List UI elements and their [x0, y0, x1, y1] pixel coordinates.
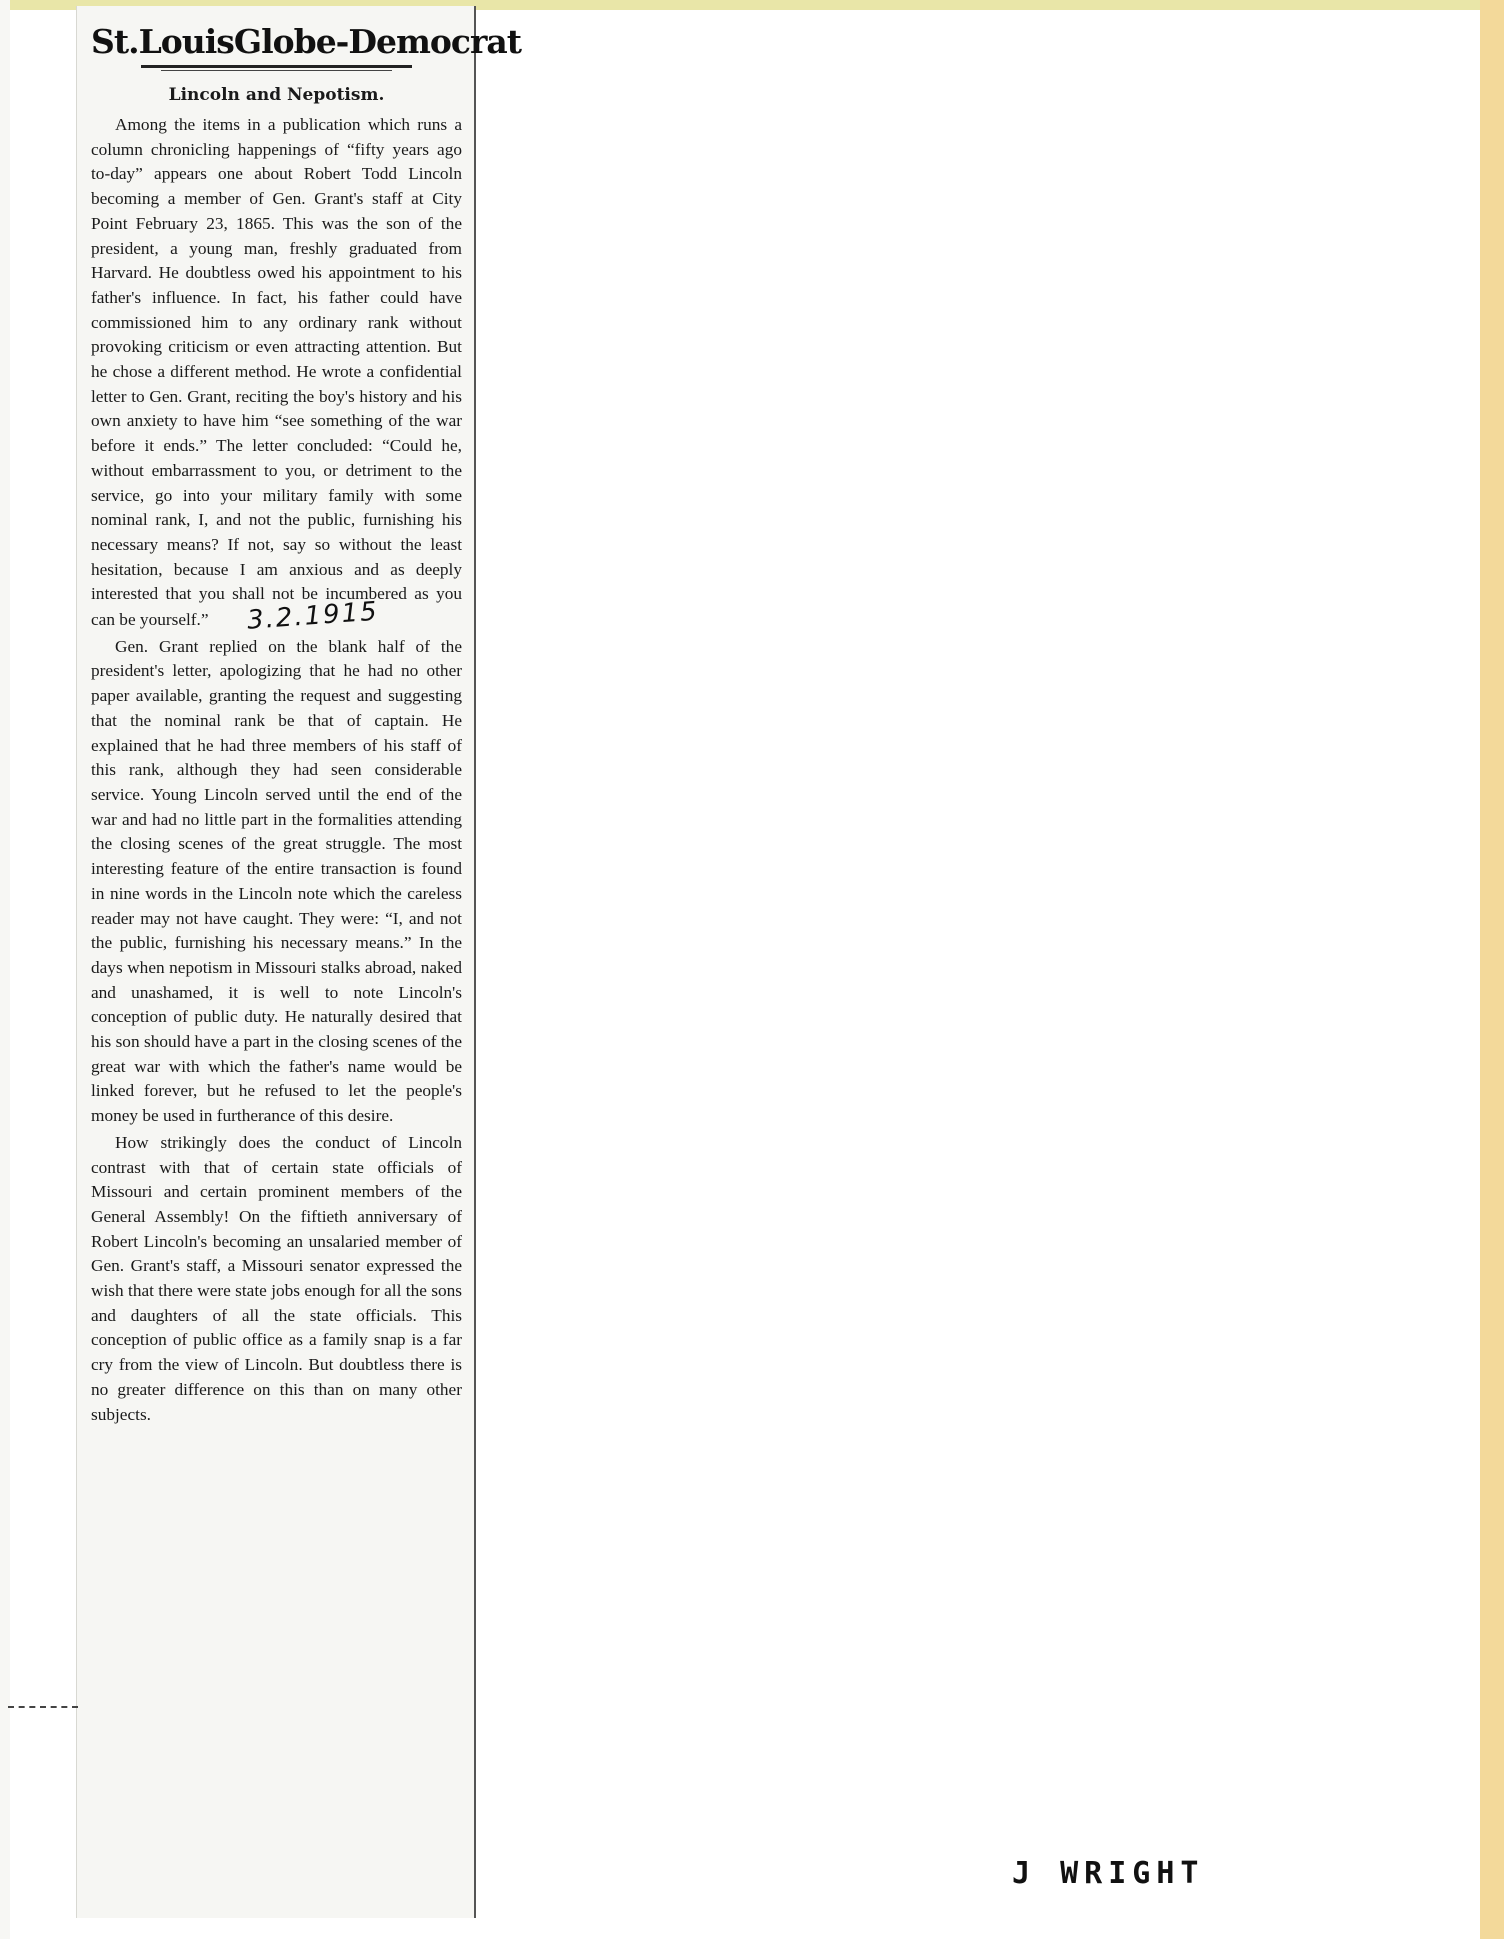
newspaper-clipping	[76, 6, 522, 1918]
scan-left-edge	[0, 0, 10, 1939]
name-stamp: J WRIGHT	[1012, 1856, 1205, 1891]
page-right-edge	[1480, 0, 1504, 1939]
masthead-rule-thin	[161, 70, 392, 71]
paragraph-1-text: Among the items in a publication which runs a column chronicling happenings of “fifty years ago to-day” appears one about Robert Todd Lincoln becoming a member of Gen. Grant's staff at City Point February 23, 1865. This was the son of the president, a young man, freshly graduated from Harvard. He doubtless owed his appointment to his father's influence. In fact, his father could have commissioned him to any ordinary rank without provoking criticism or even attracting attention. But he chose a different method. He wrote a confidential letter to Gen. Grant, reciting the boy's history and his own anxiety to have him “see something of the war before it ends.” The letter concluded: “Could he, without embarrassment to you, or detriment to the service, go into your military family with some nominal rank, I, and not the public, furnishing his necessary means? If not, say so without the least hesitation, because I am anxious and as deeply interested that you shall not be incumbered as you can be yourself.”	[91, 115, 462, 630]
article-paragraph-3: How strikingly does the conduct of Lincoln contrast with that of certain state officials of Missouri and certain prominent members of the General Assembly! On the fiftieth anniversary of Robert Lincoln's becoming an unsalaried member of Gen. Grant's staff, a Missouri senator expressed the wish that there were state jobs enough for all the sons and daughters of all the state officials. This conception of public office as a family snap is a far cry from the view of Lincoln. But doubtless there is no greater difference on this than on many other subjects.	[91, 1132, 462, 1424]
article-paragraph-1	[91, 113, 462, 636]
masthead-rule	[141, 65, 412, 68]
masthead: St.LouisGlobe-Democrat	[91, 22, 522, 61]
handwritten-date: 3.2.1915	[245, 596, 380, 636]
article-headline: Lincoln and Nepotism.	[168, 85, 385, 105]
dashed-margin-mark	[8, 1706, 78, 1708]
article-paragraph-2: Gen. Grant replied on the blank half of the president's letter, apologizing that he had no other paper available, granting the request and suggesting that the nominal rank be that of captain. He explained that he had three members of his staff of this rank, although they had seen considerable service. Young Lincoln served until the end of the war and had no little part in the formalities attending the closing scenes of the great struggle. The most interesting feature of the entire transaction is found in nine words in the Lincoln note which the careless reader may not have caught. They were: “I, and not the public, furnishing his necessary means.” In the days when nepotism in Missouri stalks abroad, naked and unashamed, it is well to note Lincoln's conception of public duty. He naturally desired that his son should have a part in the closing scenes of the great war with which the father's name would be linked forever, but he refused to let the people's money be used in furtherance of this desire.	[91, 636, 462, 1126]
article-body	[91, 113, 462, 1427]
